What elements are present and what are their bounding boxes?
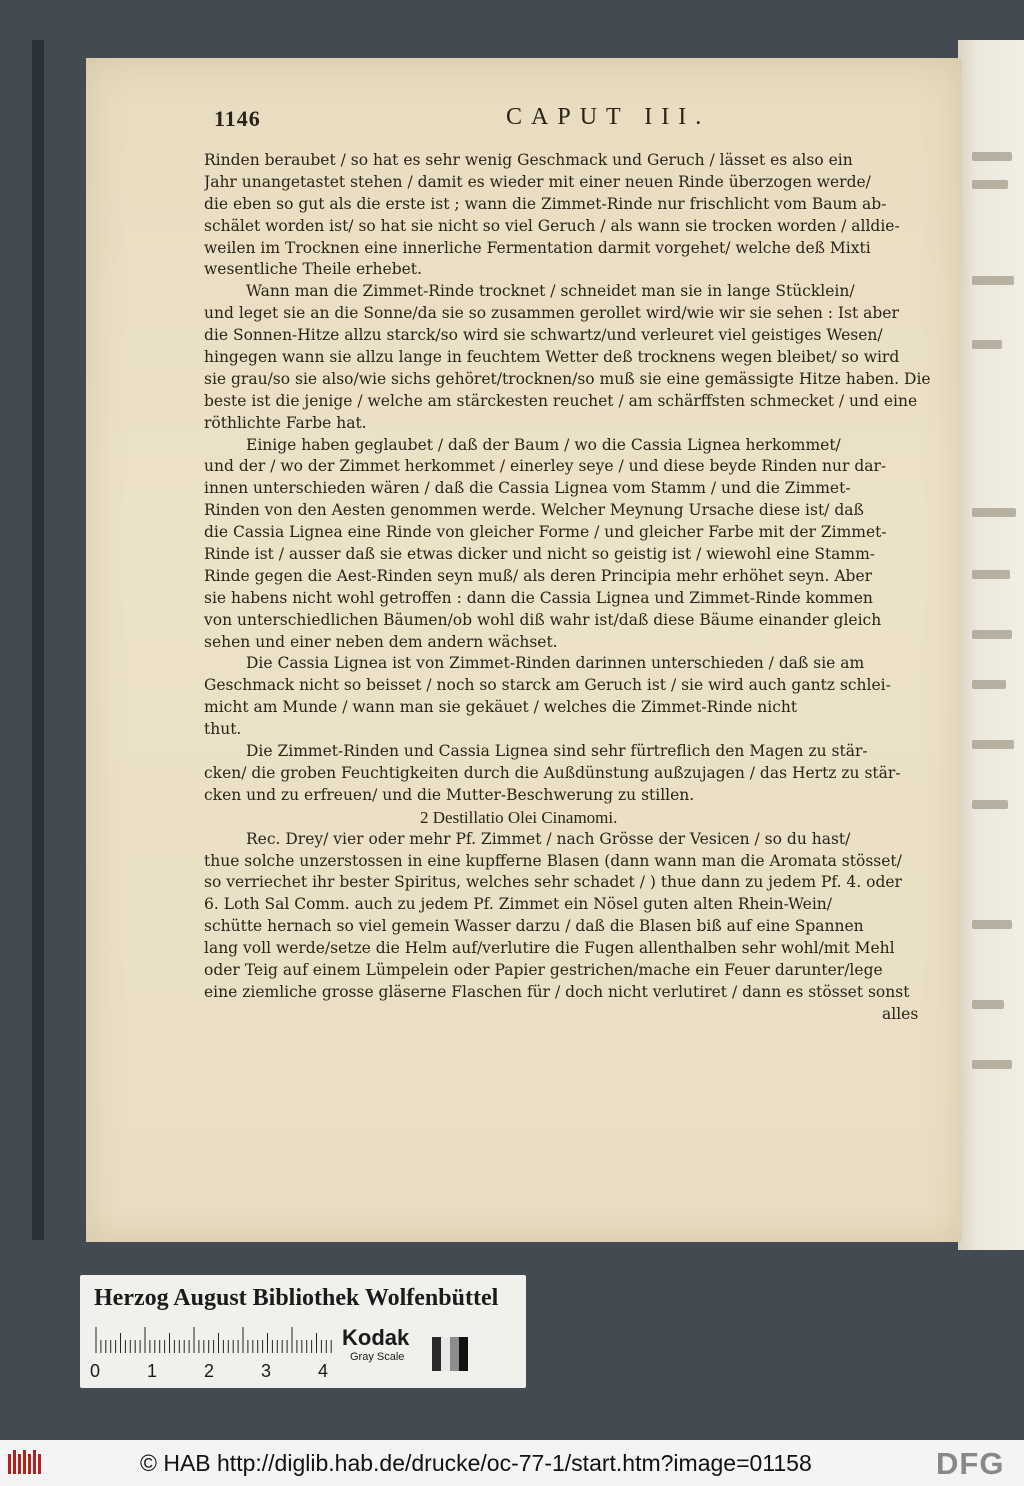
text-line: Geschmack nicht so beisset / noch so starck am Geruch ist / sie wird auch gantz schlei-: [204, 676, 891, 695]
kodak-logo: Kodak: [342, 1325, 410, 1350]
text-line: so verriechet ihr bester Spiritus, welches sehr schadet / ) thue dann zu jedem Pf. 4. oder: [204, 873, 902, 892]
copyright-link[interactable]: © HAB http://diglib.hab.de/drucke/oc-77-1/start.htm?image=01158: [140, 1450, 812, 1476]
ruler-number: 3: [261, 1361, 272, 1381]
text-line: micht am Munde / wann man sie gekäuet / welches die Zimmet-Rinde nicht: [204, 698, 798, 717]
text-line: sehen und einer neben dem andern wächset.: [204, 632, 558, 651]
text-line: Einige haben geglaubet / daß der Baum / wo die Cassia Lignea herkommet/: [246, 435, 841, 454]
dfg-logo: DFG: [936, 1446, 1005, 1481]
text-line: Rinden von den Aesten genommen werde. Welcher Meynung Ursache diese ist/ daß: [204, 501, 864, 520]
text-line: thut.: [204, 720, 242, 739]
text-line: hingegen wann sie allzu lange in feuchtem Wetter deß trocknens wegen bleibet/ so wird: [204, 348, 900, 367]
catchword: alles: [882, 1004, 919, 1023]
footer-bar: [0, 1440, 1024, 1486]
book-page: [86, 58, 962, 1242]
gutter-shadow: [32, 40, 44, 1240]
measurement-ruler: [94, 1327, 338, 1353]
gray-patch: [441, 1337, 450, 1371]
body-text: [204, 150, 962, 1026]
page-number: 1146: [214, 106, 261, 131]
color-bar-card: [80, 1275, 526, 1388]
gray-scale-label: Gray Scale: [350, 1351, 405, 1363]
text-line: und der / wo der Zimmet herkommet / einerley seye / und diese beyde Rinden nur dar-: [204, 457, 887, 476]
section-heading: 2 Destillatio Olei Cinamomi.: [420, 807, 618, 827]
text-line: sie grau/so sie also/wie sichs gehöret/trocknen/so muß sie eine gemässigte Hitze haben. Die: [204, 369, 931, 388]
text-line: Rec. Drey/ vier oder mehr Pf. Zimmet / nach Grösse der Vesicen / so du hast/: [246, 829, 851, 848]
text-line: wesentliche Theile erhebet.: [204, 260, 422, 279]
text-line: schälet worden ist/ so hat sie nicht so viel Geruch / als wann sie trocken worden / alldie-: [204, 216, 900, 235]
text-line: lang voll werde/setze die Helm auf/verlutire die Fugen allenthalben sehr wohl/mit Mehl: [204, 939, 895, 958]
text-line: innen unterschieden wären / daß die Cassia Lignea vom Stamm / und die Zimmet-: [204, 479, 851, 498]
text-line: 6. Loth Sal Comm. auch zu jedem Pf. Zimmet ein Nösel guten alten Rhein-Wein/: [204, 895, 832, 914]
text-line: Rinde ist / ausser daß sie etwas dicker und nicht so geistig ist / wiewohl eine Stamm-: [204, 545, 876, 564]
text-line: Wann man die Zimmet-Rinde trocknet / schneidet man sie in lange Stücklein/: [246, 282, 855, 301]
text-line: röthlichte Farbe hat.: [204, 413, 367, 432]
text-line: schütte hernach so viel gemein Wasser darzu / daß die Blasen biß auf eine Spannen: [204, 917, 864, 936]
ruler-number: 1: [147, 1361, 158, 1381]
text-line: Die Cassia Lignea ist von Zimmet-Rinden darinnen unterschieden / daß sie am: [246, 654, 865, 673]
gray-patch: [459, 1337, 468, 1371]
text-line: oder Teig auf einem Lümpelein oder Papier gestrichen/mache ein Feuer darunter/lege: [204, 960, 883, 979]
ruler-number: 2: [204, 1361, 215, 1381]
text-line: cken und zu erfreuen/ und die Mutter-Beschwerung zu stillen.: [204, 785, 695, 804]
ruler-number: 4: [318, 1361, 329, 1381]
chapter-title: CAPUT III.: [506, 104, 711, 130]
text-line: von unterschiedlichen Bäumen/ob wohl diß wahr ist/daß diese Bäume einander gleich: [204, 610, 882, 629]
text-line: cken/ die groben Feuchtigkeiten durch die Außdünstung außzujagen / das Hertz zu stär-: [204, 763, 901, 782]
hab-logo-icon: [6, 1448, 44, 1478]
text-line: sie habens nicht wohl getroffen : dann die Cassia Lignea und Zimmet-Rinde kommen: [204, 588, 873, 607]
text-line: eine ziemliche grosse gläserne Flaschen für / doch nicht verlutiret / dann es stösset sonst: [204, 982, 910, 1001]
text-line: thue solche unzerstossen in eine kupfferne Blasen (dann wann man die Aromata stösset/: [204, 851, 902, 870]
text-line: Rinden beraubet / so hat es sehr wenig Geschmack und Geruch / lässet es also ein: [204, 151, 853, 169]
text-line: weilen im Trocknen eine innerliche Fermentation darmit vorgehet/ welche deß Mixti: [204, 238, 871, 257]
facing-page-edge: [958, 40, 1024, 1250]
text-line: die Sonnen-Hitze allzu starck/so wird sie schwartz/und verleuret viel geistiges Wesen/: [204, 326, 883, 345]
gray-patch: [432, 1337, 441, 1371]
gray-patch: [450, 1337, 459, 1371]
running-head: [214, 102, 814, 142]
library-name: Herzog August Bibliothek Wolfenbüttel: [94, 1285, 499, 1311]
text-line: und leget sie an die Sonne/da sie so zusammen gerollet wird/wie wir sie sehen : Ist aber: [204, 304, 899, 323]
text-line: beste ist die jenige / welche am stärckesten reuchet / am schärffsten schmecket / und eine: [204, 391, 918, 410]
text-line: die Cassia Lignea eine Rinde von gleicher Forme / und gleicher Farbe mit der Zimmet-: [204, 523, 887, 542]
text-line: Jahr unangetastet stehen / damit es wieder mit einer neuen Rinde überzogen werde/: [204, 172, 871, 191]
text-line: Die Zimmet-Rinden und Cassia Lignea sind sehr fürtreflich den Magen zu stär-: [246, 742, 868, 761]
text-line: Rinde gegen die Aest-Rinden seyn muß/ als deren Principia mehr erhöhet seyn. Aber: [204, 566, 873, 585]
ruler-number: 0: [90, 1361, 101, 1381]
text-line: die eben so gut als die erste ist ; wann die Zimmet-Rinde nur frischlicht vom Baum ab-: [204, 194, 887, 213]
